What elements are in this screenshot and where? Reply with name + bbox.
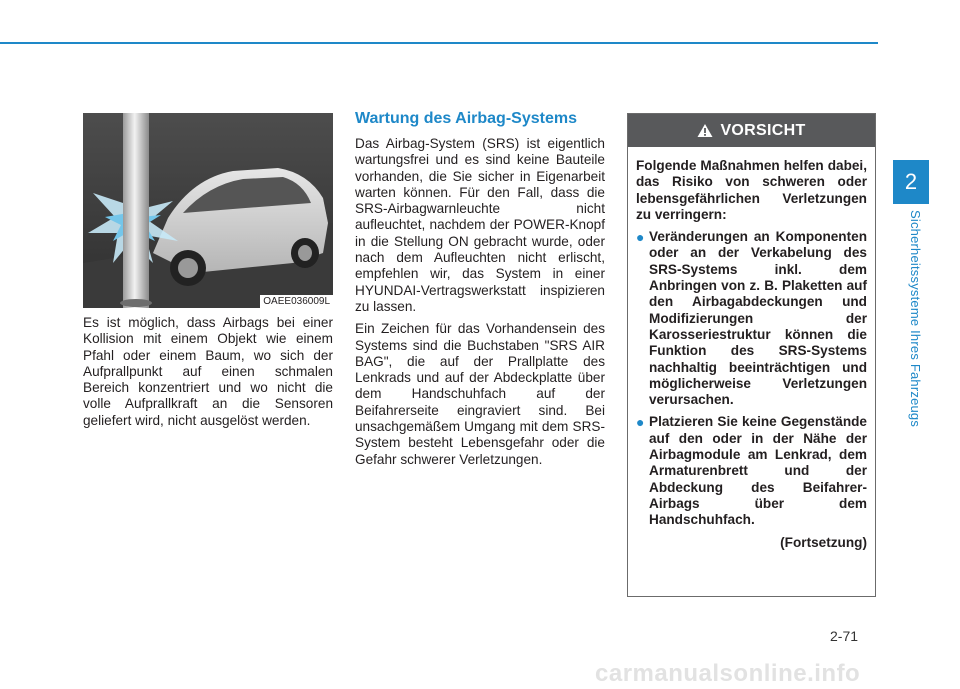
caution-box <box>627 113 876 597</box>
bullet-icon: ● <box>636 229 645 246</box>
caution-intro: Folgende Maßnahmen helfen dabei, das Risiko von schweren oder lebensgefährlichen Verletzungen zu verringern: <box>636 158 867 222</box>
continued-note: (Fortsetzung) <box>780 534 867 550</box>
caution-bullet <box>636 229 867 408</box>
bullet-icon: ● <box>636 414 645 431</box>
chapter-title: Sicherheitssysteme Ihres Fahrzeugs <box>908 210 923 428</box>
airbag-pole-illustration <box>83 113 333 308</box>
maintenance-paragraph-1: Das Airbag-System (SRS) ist eigentlich wartungsfrei und es sind keine Bauteile vorhanden, die Sie sicher in Eigenarbeit warten können. Für den Fall, dass die SRS-Airbagwarnleuchte nicht aufleuchtet, nachdem der POWER-Knopf in die Stellung ON gebracht wurde, oder nach dem Aufleuchten nicht erlischt, empfehlen wir, das System in einer HYUNDAI-Vertragswerkstatt inspizieren zu lassen. <box>355 136 605 314</box>
figure-code: OAEE036009L <box>260 295 333 308</box>
chapter-number: 2 <box>904 169 918 194</box>
caution-title: VORSICHT <box>720 121 806 139</box>
page-number: 2-71 <box>830 628 859 644</box>
caution-bullet <box>636 414 867 528</box>
header-rule <box>0 42 878 44</box>
caution-body <box>628 147 875 551</box>
caution-bullet-text: Platzieren Sie keine Gegenstände auf den oder in der Nähe der Airbagmodule am Lenkrad, dem Armaturenbrett und der Abdeckung des Beifahrer-Airbags über dem Handschuhfach. <box>649 414 867 528</box>
airbag-pole-paragraph: Es ist möglich, dass Airbags bei einer Kollision mit einem Objekt wie einem Pfahl oder einem Baum, wo sich der Aufprallpunkt auf einen schmalen Bereich konzentriert und wo nicht die volle Aufprallkraft an die Sensoren geliefert wird, nicht ausgelöst werden. <box>83 315 333 428</box>
watermark: carmanualsonline.info <box>595 660 861 687</box>
maintenance-section <box>355 110 605 474</box>
caution-header <box>628 114 875 147</box>
caution-bullet-text: Veränderungen an Komponenten oder an der Verkabelung des SRS-Systems inkl. dem Anbringen von z. B. Plaketten auf den Airbagabdeckungen und Modifizierungen der Karosseriestruktur können die Funktion des SRS-Systems nachhaltig beeinträchtigen und möglicherweise Verletzungen verursachen. <box>649 229 867 408</box>
warning-triangle-icon <box>697 123 713 138</box>
chapter-tab <box>893 160 929 204</box>
section-heading: Wartung des Airbag-Systems <box>355 110 577 127</box>
maintenance-paragraph-2: Ein Zeichen für das Vorhandensein des Systems sind die Buchstaben "SRS AIR BAG", die auf der Prallplatte des Lenkrads und auf der Abdeckplatte über dem Handschuhfach auf der Beifahrerseite eingraviert sind. Bei unsachgemäßem Umgang mit dem SRS-System besteht Lebensgefahr oder die Gefahr schwerer Verletzungen. <box>355 321 605 467</box>
